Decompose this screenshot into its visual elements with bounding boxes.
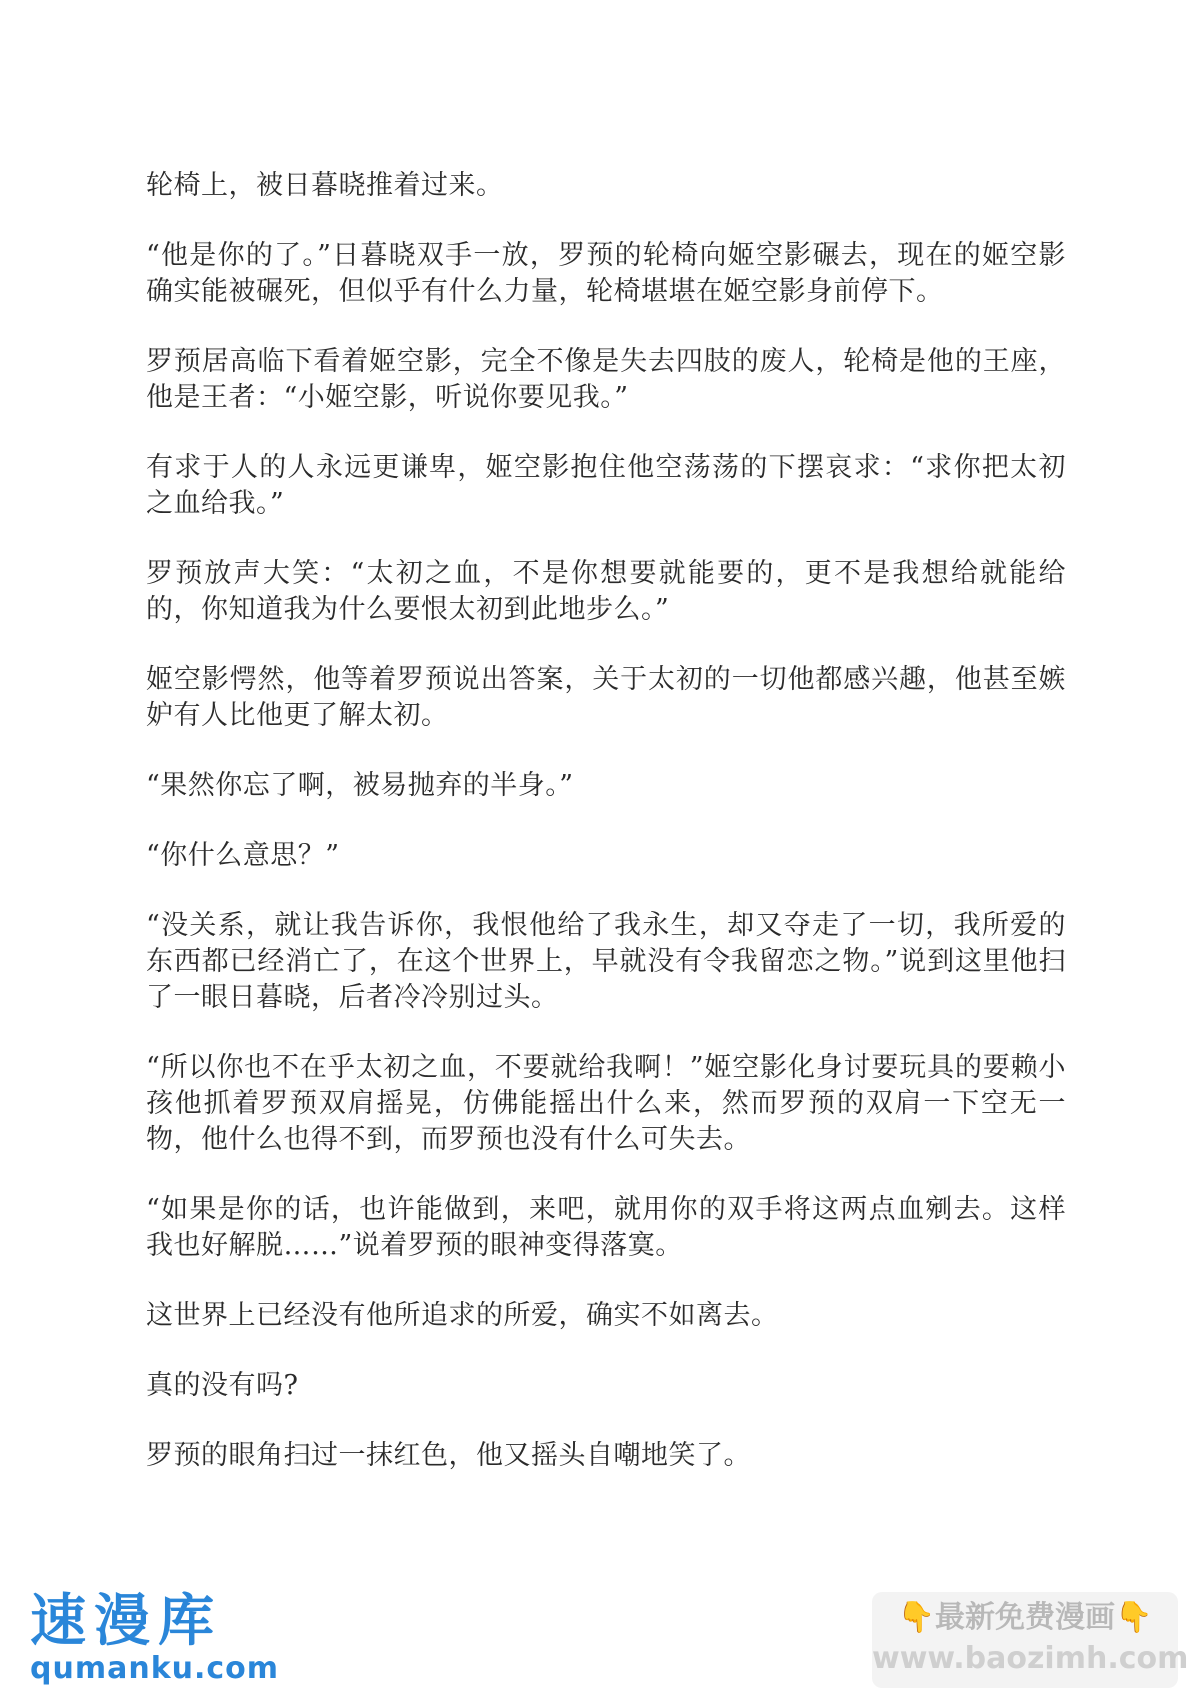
paragraph: 罗预居高临下看着姬空影，完全不像是失去四肢的废人，轮椅是他的王座，他是王者：“小姬空影，听说你要见我。”	[146, 346, 1066, 413]
paragraph: 真的没有吗?	[146, 1370, 299, 1401]
watermark-banner-domain: www.baozimh.com	[872, 1641, 1189, 1676]
paragraph: 罗预放声大笑：“太初之血，不是你想要就能要的，更不是我想给就能给的，你知道我为什么要恨太初到此地步么。”	[146, 558, 1066, 625]
pointing-down-hand-icon: 👇	[897, 1600, 935, 1635]
paragraph: “没关系，就让我告诉你，我恨他给了我永生，却又夺走了一切，我所爱的东西都已经消亡了，在这个世界上，早就没有令我留恋之物。”说到这里他扫了一眼日暮晓，后者冷冷别过头。	[146, 910, 1066, 1013]
paragraph: 轮椅上，被日暮晓推着过来。	[146, 170, 504, 201]
paragraph: “你什么意思？”	[146, 840, 340, 871]
watermark-domain: qumanku.com	[30, 1651, 280, 1686]
paragraph: “所以你也不在乎太初之血，不要就给我啊！”姬空影化身讨要玩具的要赖小孩他抓着罗预双肩摇晃，仿佛能摇出什么来，然而罗预的双肩一下空无一物，他什么也得不到，而罗预也没有什么可失去。	[146, 1052, 1066, 1155]
watermark-banner-title: 最新免费漫画	[935, 1600, 1115, 1635]
paragraph: “果然你忘了啊，被易抛弃的半身。”	[146, 770, 574, 801]
watermark-logo-left	[30, 1589, 280, 1692]
paragraph: 有求于人的人永远更谦卑，姬空影抱住他空荡荡的下摆哀求：“求你把太初之血给我。”	[146, 452, 1066, 519]
watermark-title: 速漫库	[30, 1589, 222, 1654]
paragraph: “他是你的了。”日暮晓双手一放，罗预的轮椅向姬空影碾去，现在的姬空影确实能被碾死，但似乎有什么力量，轮椅堪堪在姬空影身前停下。	[146, 240, 1066, 307]
document-body	[146, 168, 1066, 1508]
paragraph: 这世界上已经没有他所追求的所爱，确实不如离去。	[146, 1300, 779, 1331]
pointing-down-hand-icon: 👇	[1115, 1600, 1153, 1635]
watermark-logo-right	[872, 1592, 1189, 1688]
watermark-banner-title-row	[872, 1592, 1178, 1640]
paragraph: “如果是你的话，也许能做到，来吧，就用你的双手将这两点血剜去。这样我也好解脱……”说着罗预的眼神变得落寞。	[146, 1194, 1066, 1261]
paragraph: 姬空影愕然，他等着罗预说出答案，关于太初的一切他都感兴趣，他甚至嫉妒有人比他更了解太初。	[146, 664, 1066, 731]
paragraph: 罗预的眼角扫过一抹红色，他又摇头自嘲地笑了。	[146, 1440, 751, 1471]
